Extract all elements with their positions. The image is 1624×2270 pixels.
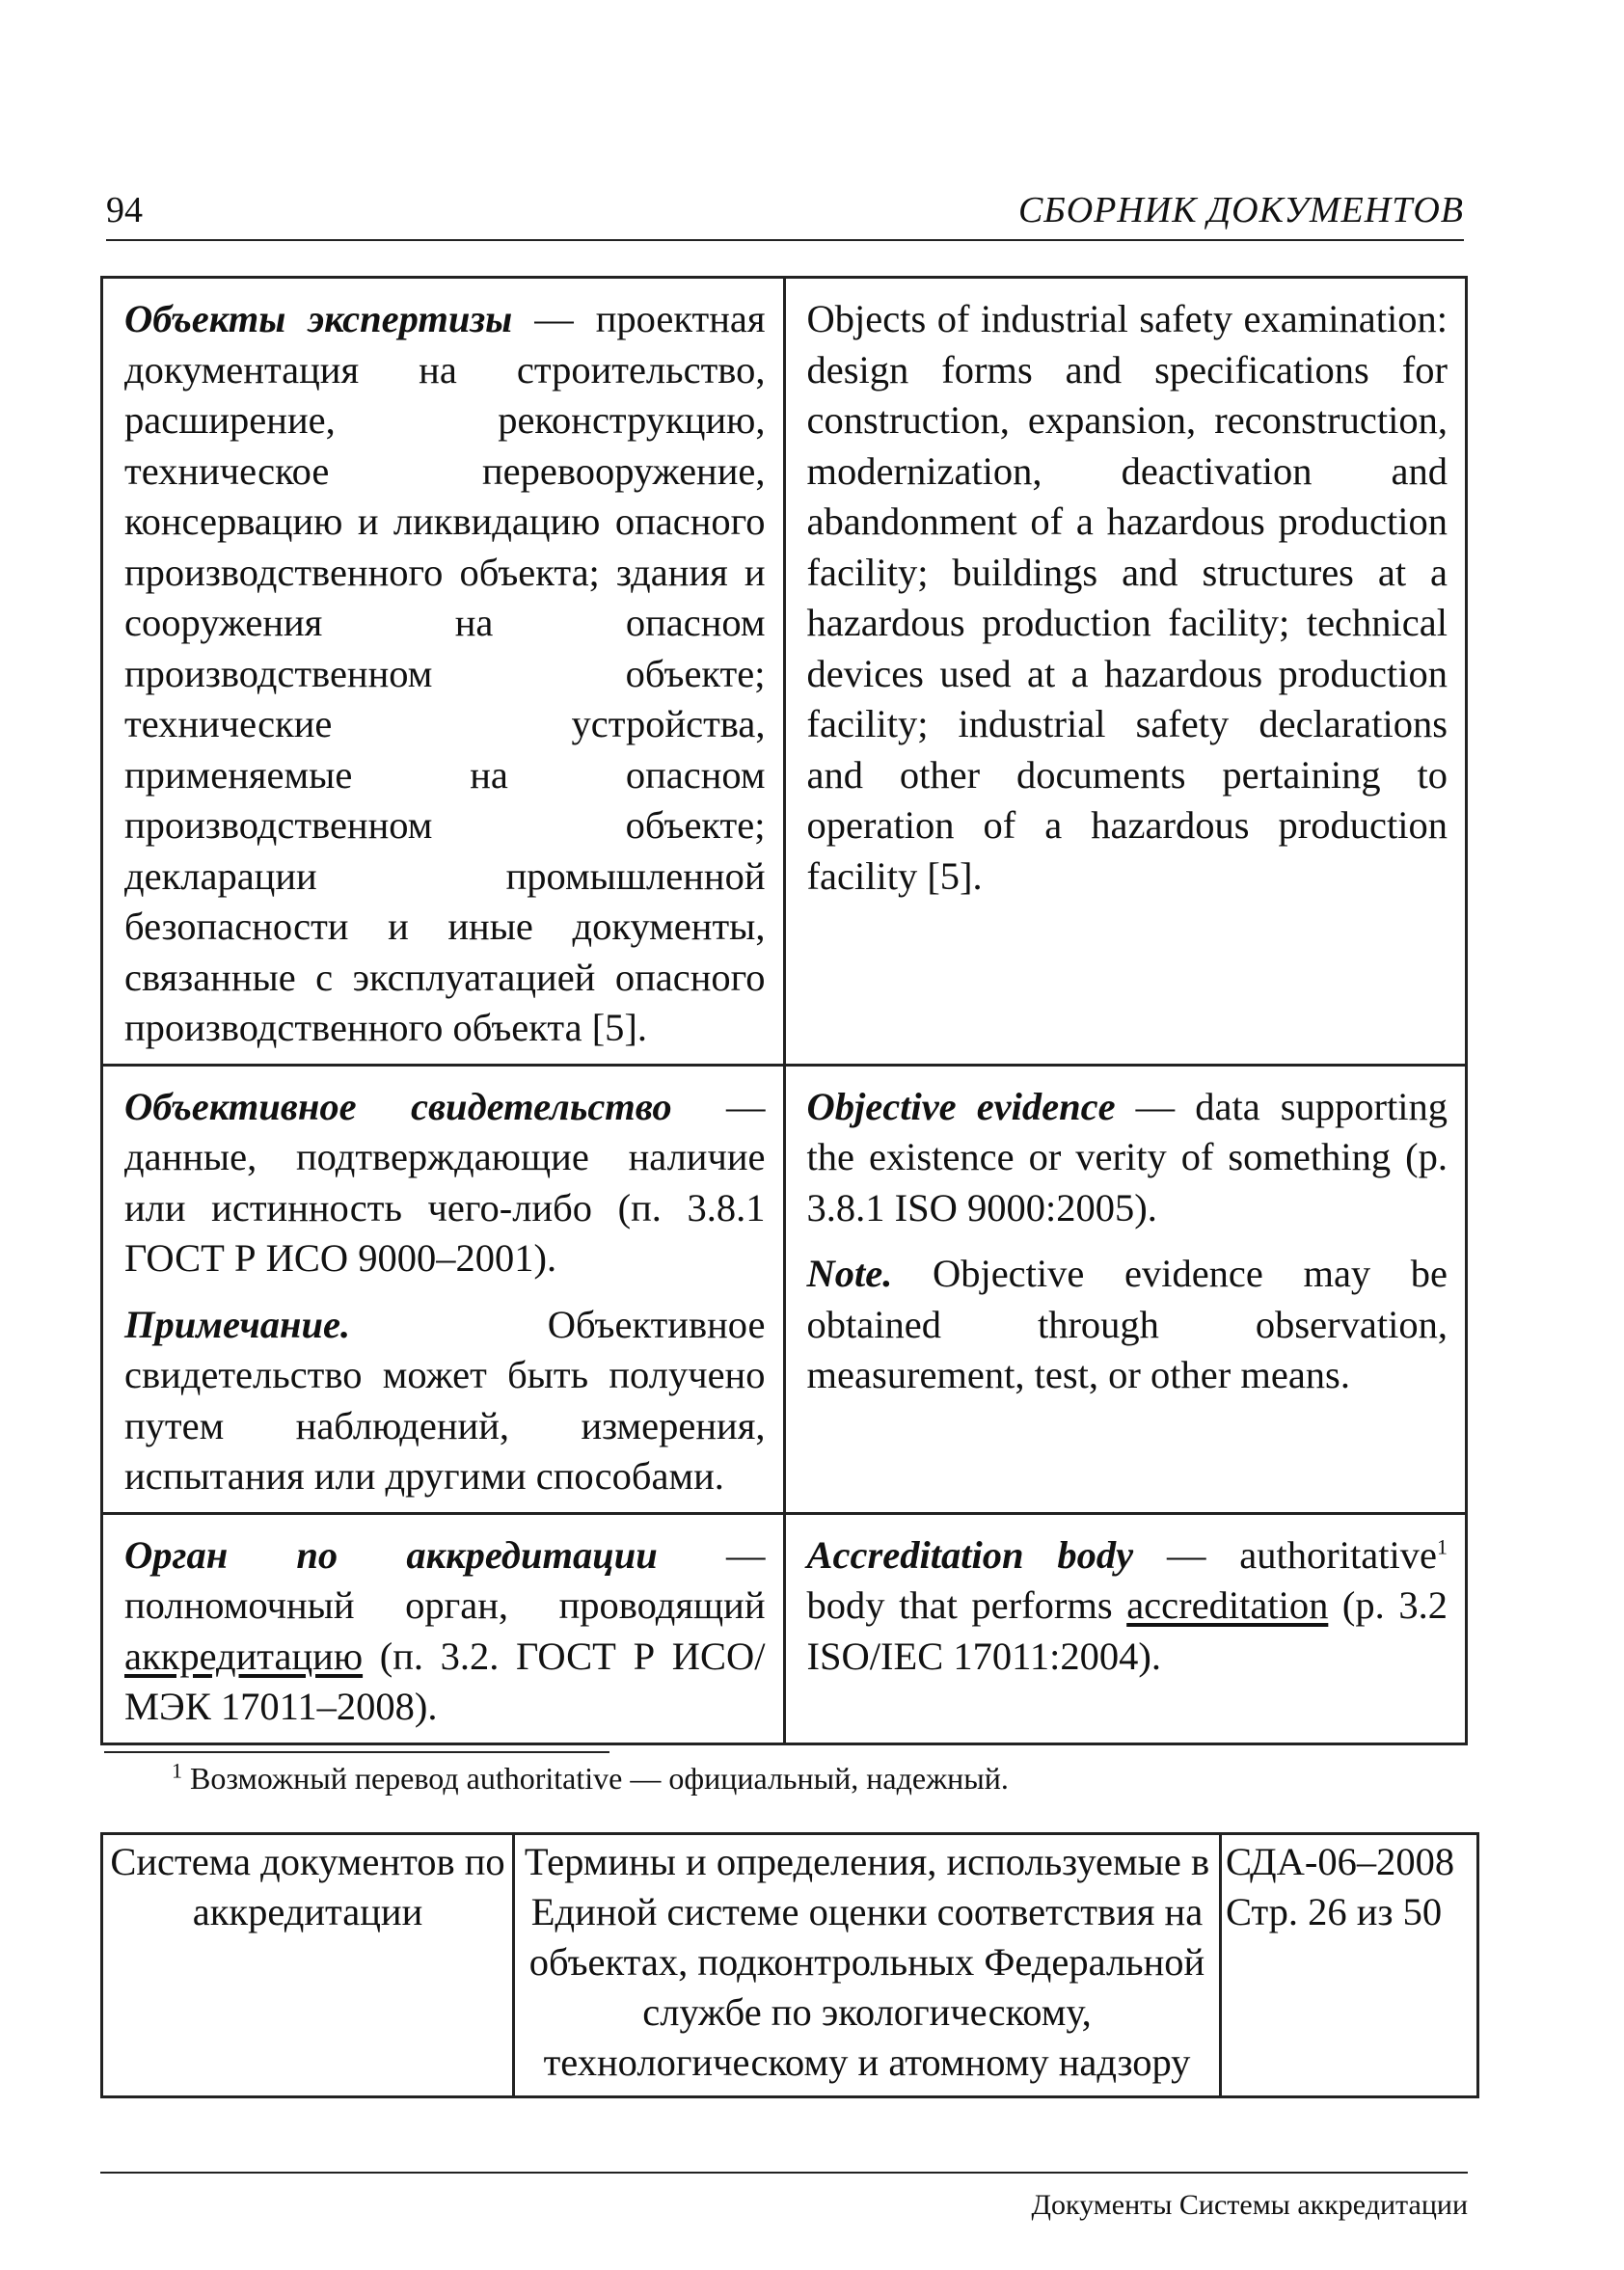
footnote-divider — [104, 1751, 609, 1753]
term-ru: Объективное свидетельство — [124, 1084, 672, 1128]
document-code-cell — [1221, 1834, 1478, 2097]
document-page-indicator: Стр. 26 из 50 — [1226, 1890, 1443, 1933]
definition-ru-text: — полномочный орган, проводящий — [124, 1532, 766, 1627]
definition-en — [807, 1530, 1448, 1683]
definition-ru-text-end: (п. 3.2. ГОСТ Р ИСО/МЭК 17011–2008). — [124, 1634, 766, 1728]
term-en: Objective evidence — [806, 1084, 1116, 1128]
accreditation-link-en[interactable]: accreditation — [1126, 1583, 1329, 1627]
definition-en-text: — data supporting the existence or verity of something (p. 3.8.1 ISO 9000:2005). — [806, 1084, 1448, 1230]
term-ru-cell — [102, 1513, 785, 1743]
term-en-cell — [784, 1065, 1467, 1513]
term-en: Accreditation body — [806, 1532, 1134, 1577]
definition-ru-text: — проектная документация на строительство, расширение, реконструкцию, техническое перевооружение, консервацию и ликвидацию опасного производственного объекта; здания и сооружения на опасном производственном объекте; технические устройства, применяемые на опасном производственном объекте; декларации промышленной безопасности и иные документы, связанные с эксплуатацией опасного производственного объекта [5]. — [124, 297, 766, 1049]
definition-en-text-end: (p. 3.2 ISO/IEC 17011:2004). — [806, 1583, 1448, 1678]
term-ru: Орган по аккредитации — [124, 1532, 658, 1577]
term-en-cell — [784, 278, 1467, 1066]
document-code: СДА-06–2008 — [1226, 1840, 1455, 1883]
footnote-mark: 1 — [1436, 1534, 1448, 1558]
note-ru — [124, 1300, 766, 1502]
document-title-cell: Термины и определения, используемые в Единой системе оценки соответствия на объектах, подконтрольных Федеральной службе по экологическому, технологическому и атомному надзору — [514, 1834, 1221, 2097]
definition-ru — [124, 1530, 766, 1733]
footer-text: Документы Системы аккредитации — [1031, 2189, 1468, 2221]
term-ru: Объекты экспертизы — [124, 297, 513, 340]
footnote-text: Возможный перевод authoritative — официальный, надежный. — [182, 1761, 1009, 1796]
note-en-text: Objective evidence may be obtained through observation, measurement, test, or other means. — [806, 1252, 1448, 1396]
footer-divider — [100, 2172, 1468, 2174]
term-en-cell — [784, 1513, 1467, 1743]
definition-en-text-mid: body that performs — [806, 1583, 1127, 1627]
document-info-row — [102, 1834, 1478, 2097]
term-ru-cell — [102, 1065, 785, 1513]
note-ru-text: Объективное свидетельство может быть получено путем наблюдений, измерения, испытания или другими способами. — [124, 1302, 766, 1498]
term-row — [102, 1065, 1467, 1513]
page-number: 94 — [106, 190, 143, 230]
definition-ru-text: — данные, подтверждающие наличие или истинность чего-либо (п. 3.8.1 ГОСТ Р ИСО 9000–2001). — [124, 1084, 766, 1280]
footnote — [172, 1758, 1009, 1797]
definition-en-text: — authoritative — [1133, 1532, 1437, 1577]
collection-title: СБОРНИК ДОКУМЕНТОВ — [1017, 190, 1464, 230]
document-info-table — [100, 1832, 1479, 2098]
term-ru-cell — [102, 278, 785, 1066]
note-label-ru: Примечание. — [124, 1302, 351, 1346]
note-label-en: Note. — [806, 1252, 893, 1295]
footnote-number: 1 — [172, 1758, 182, 1783]
note-en — [807, 1249, 1448, 1401]
term-row — [102, 1513, 1467, 1743]
definition-en: Objects of industrial safety examination: design forms and specifications for construction, expansion, reconstruction, modernization, deactivation and abandonment of a hazardous production facility; buildings and structures at a hazardous production facility; technical devices used at a hazardous production facility; industrial safety declarations and other documents pertaining to operation of a hazardous production facility [5]. — [806, 297, 1448, 898]
terms-table — [100, 276, 1468, 1745]
definition-ru — [124, 1082, 766, 1284]
document-system-cell: Система документов по аккредитации — [102, 1834, 514, 2097]
accreditation-link-ru[interactable]: аккредитацию — [124, 1634, 364, 1678]
term-row — [102, 278, 1467, 1066]
running-head — [106, 189, 1464, 241]
definition-ru — [124, 294, 766, 1054]
definition-en — [807, 1082, 1448, 1234]
